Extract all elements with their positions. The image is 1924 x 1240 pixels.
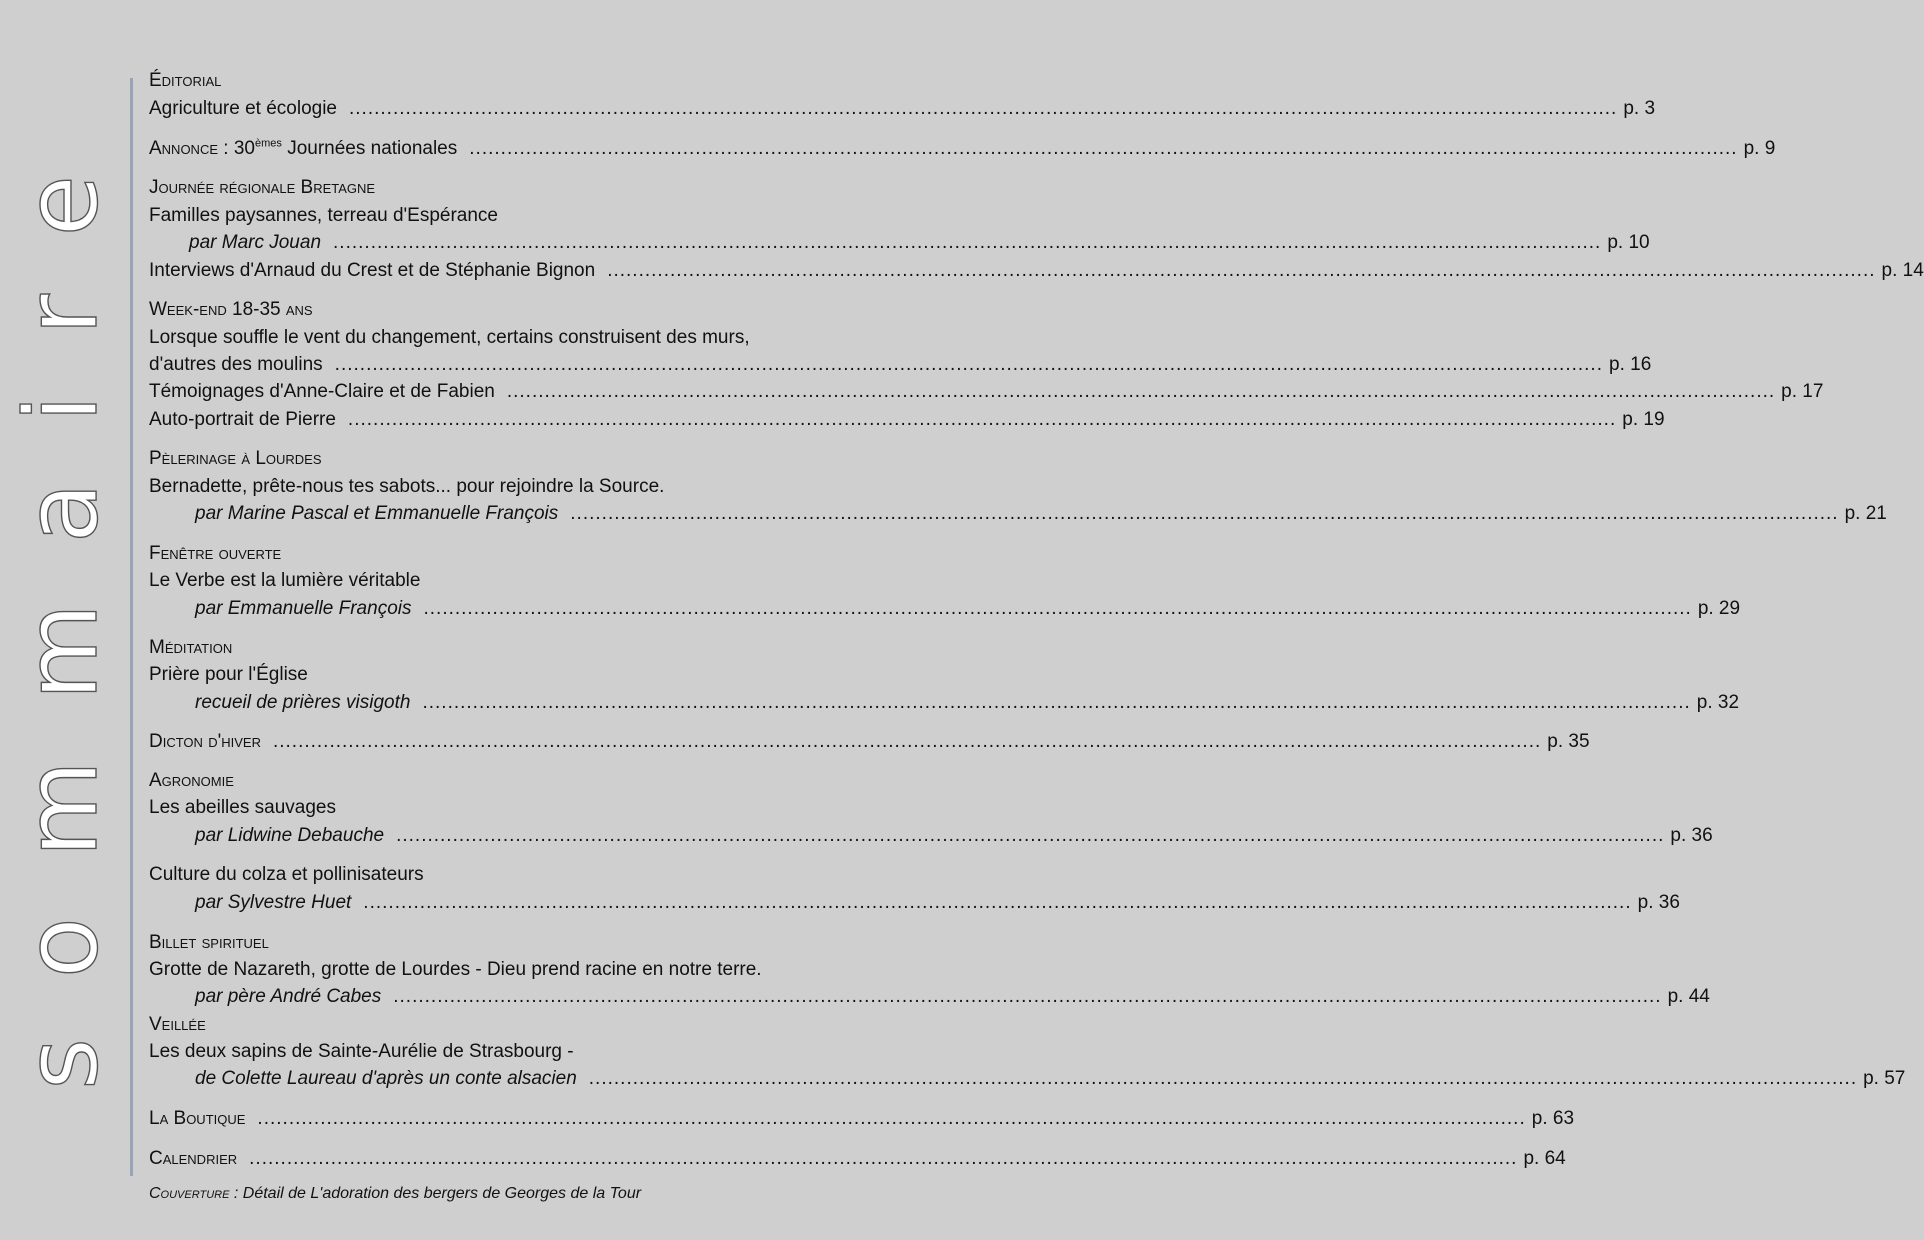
leader-dots xyxy=(570,501,1838,527)
page-number: p. 29 xyxy=(1697,598,1741,619)
entry-title-fenetre: Le Verbe est la lumière véritable xyxy=(149,570,421,591)
leader-dots xyxy=(423,596,1691,622)
entry-author: de Colette Laureau d'après un conte alsacien xyxy=(195,1068,577,1089)
entry-title: Interviews d'Arnaud du Crest et de Stéphanie Bignon xyxy=(149,260,596,281)
entry-author: par Marine Pascal et Emmanuelle François xyxy=(195,503,559,524)
section-heading-lourdes: Pèlerinage à Lourdes xyxy=(149,448,322,469)
entry-title: Témoignages d'Anne-Claire et de Fabien xyxy=(149,381,495,402)
leader-dots xyxy=(589,1066,1857,1092)
page-number: p. 10 xyxy=(1607,232,1650,253)
toc-entry-meditation xyxy=(149,690,1740,716)
entry-author: par Lidwine Debauche xyxy=(195,825,385,846)
entry-author: par père André Cabes xyxy=(195,986,382,1007)
section-heading-editorial: Éditorial xyxy=(149,70,222,91)
entry-title-lourdes: Bernadette, prête-nous tes sabots... pour rejoindre la Source. xyxy=(149,476,665,497)
entry-title-bretagne-1: Familles paysannes, terreau d'Espérance xyxy=(149,205,498,226)
cover-credit-text: Détail de L'adoration des bergers de Georges de la Tour xyxy=(242,1185,642,1202)
side-title-text: sommaire xyxy=(3,155,120,1090)
leader-dots xyxy=(257,1106,1525,1132)
entry-title-veillee: Les deux sapins de Sainte-Aurélie de Strasbourg - xyxy=(149,1041,574,1062)
vertical-divider xyxy=(130,78,133,1176)
leader-dots xyxy=(469,136,1737,162)
toc-entry-bretagne-1 xyxy=(149,230,1650,256)
toc-entry-editorial xyxy=(149,96,1656,122)
page-number: p. 21 xyxy=(1844,503,1887,524)
leader-dots xyxy=(363,890,1631,916)
entry-title-agronomie-1: Les abeilles sauvages xyxy=(149,797,336,818)
toc-entry-billet xyxy=(149,984,1710,1010)
page-number: p. 14 xyxy=(1881,260,1924,281)
toc-entry-lourdes xyxy=(149,501,1887,527)
leader-dots xyxy=(273,729,1541,755)
section-heading-agronomie: Agronomie xyxy=(149,770,234,791)
section-heading-fenetre: Fenêtre ouverte xyxy=(149,543,282,564)
leader-dots xyxy=(249,1146,1517,1172)
entry-title-weekend-1: Lorsque souffle le vent du changement, certains construisent des murs, xyxy=(149,327,750,348)
section-heading-weekend: Week-end 18-35 ans xyxy=(149,299,313,320)
page-number: p. 57 xyxy=(1863,1068,1906,1089)
toc-entry-bretagne-2 xyxy=(149,258,1924,284)
toc-entry-weekend-2 xyxy=(149,379,1824,405)
side-title xyxy=(3,145,120,1090)
toc-entry-boutique xyxy=(149,1106,1575,1132)
page-number: p. 19 xyxy=(1622,409,1665,430)
entry-title-billet: Grotte de Nazareth, grotte de Lourdes - Dieu prend racine en notre terre. xyxy=(149,959,762,980)
leader-dots xyxy=(349,96,1617,122)
section-heading-bretagne: Journée régionale Bretagne xyxy=(149,177,376,198)
toc-entry-weekend-1 xyxy=(149,352,1652,378)
toc-entry-annonce xyxy=(149,136,1776,162)
entry-title: Auto-portrait de Pierre xyxy=(149,409,336,430)
page-number: p. 17 xyxy=(1781,381,1824,402)
entry-title: Agriculture et écologie xyxy=(149,98,337,119)
entry-title-meditation: Prière pour l'Église xyxy=(149,664,308,685)
section-heading-veillee: Veillée xyxy=(149,1014,206,1035)
page-number: p. 44 xyxy=(1667,986,1710,1007)
section-heading-billet: Billet spirituel xyxy=(149,932,269,953)
cover-credit-label: Couverture : xyxy=(149,1185,239,1202)
page-number: p. 9 xyxy=(1743,138,1776,159)
page-number: p. 32 xyxy=(1696,692,1740,713)
section-heading-annonce: Annonce : xyxy=(149,138,229,159)
page-number: p. 36 xyxy=(1637,892,1680,913)
leader-dots xyxy=(607,258,1875,284)
page-number: p. 3 xyxy=(1623,98,1656,119)
section-heading-calendrier: Calendrier xyxy=(149,1148,238,1169)
entry-title: Journées nationales xyxy=(287,138,458,159)
leader-dots xyxy=(396,823,1664,849)
entry-title-agronomie-2: Culture du colza et pollinisateurs xyxy=(149,864,424,885)
toc-entry-veillee xyxy=(149,1066,1906,1092)
section-heading-boutique: La Boutique xyxy=(149,1108,246,1129)
leader-dots xyxy=(507,379,1775,405)
toc-entry-agronomie-2 xyxy=(149,890,1680,916)
entry-author: par Sylvestre Huet xyxy=(195,892,352,913)
entry-author: par Emmanuelle François xyxy=(195,598,412,619)
section-heading-dicton: Dicton d'hiver xyxy=(149,731,261,752)
toc-entry-weekend-3 xyxy=(149,407,1665,433)
leader-dots xyxy=(333,230,1601,256)
toc-entry-dicton xyxy=(149,729,1590,755)
entry-author: par Marc Jouan xyxy=(189,232,322,253)
leader-dots xyxy=(393,984,1661,1010)
page-number: p. 63 xyxy=(1531,1108,1575,1129)
entry-title-number: 30 xyxy=(233,138,255,159)
entry-author: recueil de prières visigoth xyxy=(195,692,411,713)
toc-entry-agronomie-1 xyxy=(149,823,1713,849)
entry-title: d'autres des moulins xyxy=(149,354,323,375)
page-number: p. 16 xyxy=(1609,354,1652,375)
page-number: p. 36 xyxy=(1670,825,1713,846)
leader-dots xyxy=(348,407,1616,433)
page-number: p. 64 xyxy=(1523,1148,1566,1169)
page-number: p. 35 xyxy=(1547,731,1590,752)
toc-entry-fenetre xyxy=(149,596,1741,622)
leader-dots xyxy=(335,352,1603,378)
leader-dots xyxy=(422,690,1690,716)
section-heading-meditation: Méditation xyxy=(149,637,233,658)
entry-title-superscript: èmes xyxy=(255,137,282,150)
toc-entry-calendrier xyxy=(149,1146,1566,1172)
cover-credit xyxy=(149,1185,641,1203)
